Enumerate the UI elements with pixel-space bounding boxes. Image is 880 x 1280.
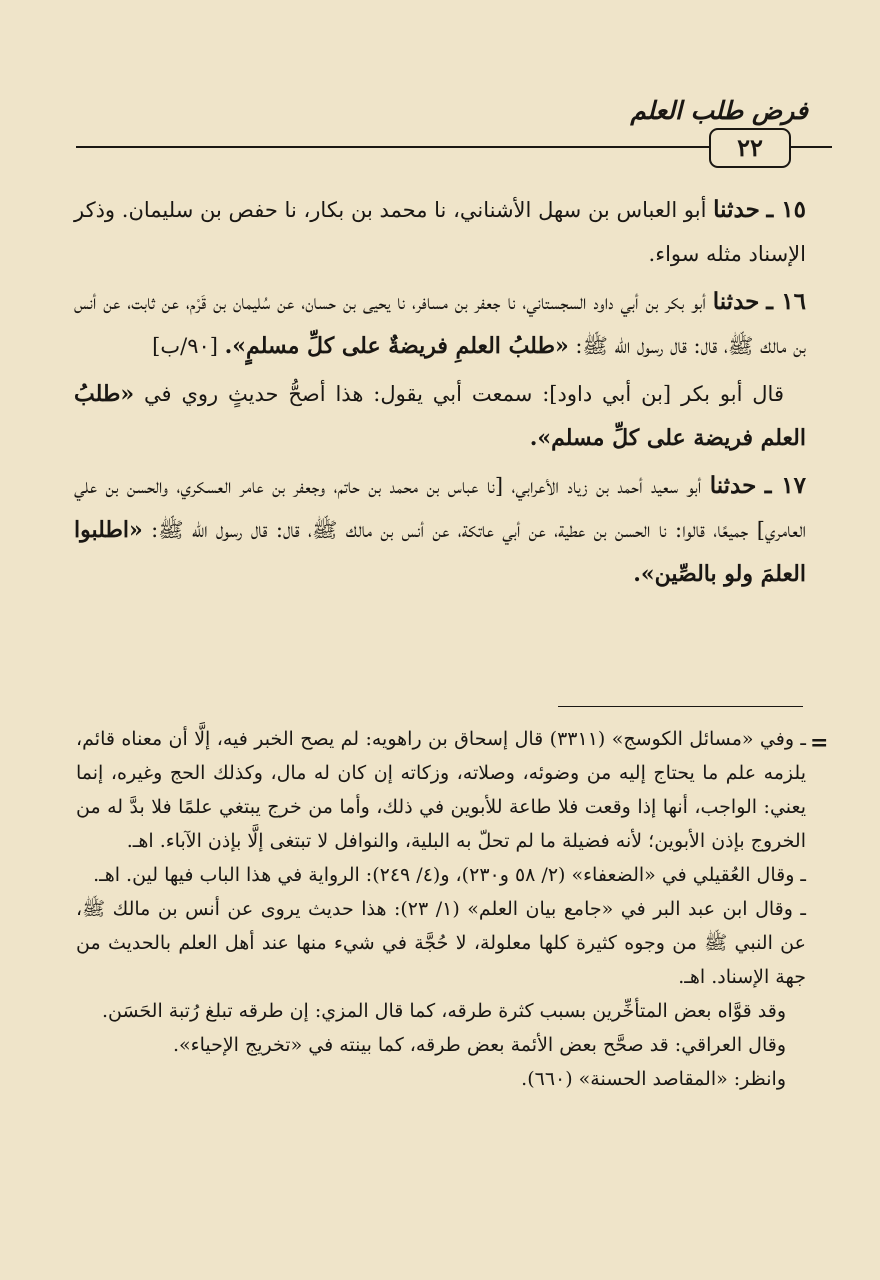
main-text (74, 188, 806, 600)
footnotes (76, 722, 806, 1096)
hadith-17 (74, 464, 806, 596)
footnote-paragraph: ـ وفي «مسائل الكوسج» (٣٣١١) قال إسحاق بن راهويه: لم يصح الخبر فيه، إلَّا أن معناه قائم، يلزمه علم ما يحتاج إليه من وضوئه، وصلاته، وزكاته إن كان له مال، وكذلك الحج وغيره، إنما يعني: الواجب، أنها إذا وقعت فلا طاعة للأبوين في ذلك، وأما من خرج يبتغي علمًا فلا بدَّ له من الخروج بإذن الأبوين؛ لأنه فضيلة ما لم تحلّ به البلية، والنوافل لا تبتغى إلَّا بإذن الآباء. اهـ. (76, 728, 806, 852)
hadith-quote: «اطلبوا العلمَ ولو بالصِّين». (74, 517, 806, 587)
hadith-chain: أبو بكر بن أبي داود السجستاني، نا جعفر بن مسافر، نا يحيى بن حسان، عن سُليمان بن قَرْم، عن ثابت، عن أنس بن مالك ﷺ، قال: قال رسول الله ﷺ: (74, 290, 806, 358)
hadith-15 (74, 188, 806, 276)
header-rule-left (790, 146, 832, 148)
hadith-number: ١٧ ـ (764, 472, 806, 499)
footnote-paragraph: ـ وقال ابن عبد البر في «جامع بيان العلم» (١/ ٢٣): هذا حديث يروى عن أنس بن مالك ﷺ، عن النبي ﷺ من وجوه كثيرة كلها معلولة، لا حُجَّة في شيء منها عند أهل العلم بالحديث من جهة الإسناد. اهـ. (76, 898, 806, 988)
footnote-paragraph: وقال العراقي: قد صحَّح بعض الأئمة بعض طرقه، كما بينته في «تخريج الإحياء». (172, 1034, 786, 1056)
footnote-paragraph: ـ وقال العُقيلي في «الضعفاء» (٢/ ٥٨ و٢٣٠)، و(٤/ ٢٤٩): الرواية في هذا الباب فيها لين. اهـ. (93, 864, 806, 886)
page-number: ٢٢ (709, 128, 791, 168)
footnote-continuation-mark: = (810, 730, 829, 756)
haddathana-word: حدثنا (712, 288, 760, 315)
header-rule-right (76, 146, 709, 148)
hadith-text: أبو العباس بن سهل الأشناني، نا محمد بن بكار، نا حفص بن سليمان. وذكر الإسناد مثله سواء. (74, 198, 806, 266)
running-header-title: فرض طلب العلم (630, 96, 808, 125)
comment-hadith-quote: «طلبُ العلم فريضة على كلِّ مسلم». (74, 381, 806, 451)
footnote-separator (558, 706, 803, 707)
hadith-number: ١٥ ـ (766, 196, 806, 223)
comment-text: قال أبو بكر [بن أبي داود]: سمعت أبي يقول: هذا أصحُّ حديثٍ روي في (144, 382, 784, 406)
hadith-number: ١٦ ـ (766, 288, 806, 315)
hadith-16-comment (74, 372, 806, 460)
hadith-quote: «طلبُ العلمِ فريضةٌ على كلِّ مسلمٍ». (224, 333, 569, 359)
hadith-chain: أبو سعيد أحمد بن زياد الأعرابي، [نا عباس بن محمد بن حاتم، وجعفر بن عامر العسكري، والحسن بن علي العامري] جميعًا، قالوا: نا الحسن بن عطية، عن أبي عاتكة، عن أنس بن مالك ﷺ، قال: قال رسول الله ﷺ: (74, 474, 806, 542)
manuscript-reference: [٩٠/ب] (152, 334, 218, 358)
haddathana-word: حدثنا (709, 472, 757, 499)
haddathana-word: حدثنا (713, 196, 760, 223)
hadith-16 (74, 280, 806, 368)
footnote-paragraph: وقد قوَّاه بعض المتأخِّرين بسبب كثرة طرقه، كما قال المزي: إن طرقه تبلغ رُتبة الحَسَن. (101, 1000, 786, 1022)
footnote-paragraph: وانظر: «المقاصد الحسنة» (٦٦٠). (521, 1068, 786, 1090)
